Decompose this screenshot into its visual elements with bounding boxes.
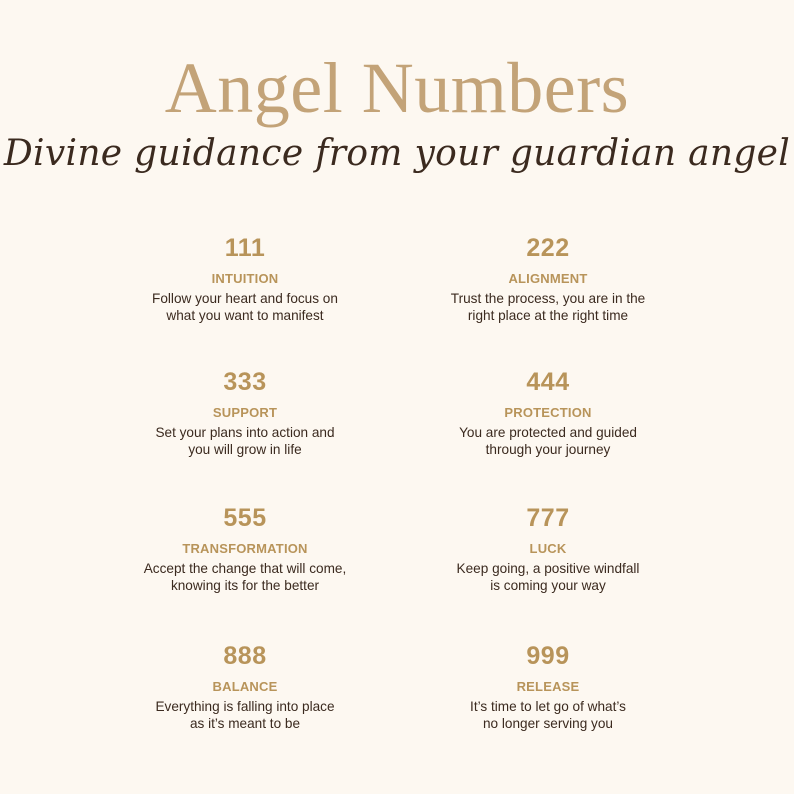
angel-number-description: Accept the change that will come, knowing its for the better — [143, 561, 347, 593]
angel-number-description: You are protected and guided through your journey — [459, 425, 637, 457]
angel-number-meaning: LUCK — [529, 541, 567, 556]
angel-number-description: Everything is falling into place as it’s meant to be — [155, 699, 335, 731]
angel-number: 444 — [526, 368, 570, 396]
angel-number-meaning: SUPPORT — [212, 405, 278, 420]
angel-number: 777 — [526, 504, 570, 532]
angel-number-meaning: TRANSFORMATION — [182, 541, 308, 556]
angel-number-meaning: INTUITION — [211, 271, 279, 286]
angel-number-description: It’s time to let go of what’s no longer serving you — [470, 699, 626, 731]
angel-number-description: Trust the process, you are in the right place at the right time — [450, 291, 646, 323]
angel-number: 333 — [223, 368, 267, 396]
angel-number-description: Keep going, a positive windfall is coming your way — [456, 561, 640, 593]
angel-number-description: Set your plans into action and you will grow in life — [155, 425, 335, 457]
angel-number-card-333 — [85, 367, 405, 458]
angel-number-card-444 — [388, 367, 708, 458]
angel-number: 111 — [224, 234, 266, 262]
angel-number-meaning: ALIGNMENT — [508, 271, 588, 286]
angel-number-card-222 — [388, 233, 708, 324]
angel-number-card-555 — [85, 503, 405, 594]
page-title: Angel Numbers — [164, 48, 630, 128]
angel-number-card-999 — [388, 641, 708, 732]
angel-number: 888 — [223, 642, 267, 670]
angel-number-card-888 — [85, 641, 405, 732]
angel-number-description: Follow your heart and focus on what you want to manifest — [152, 291, 338, 323]
angel-number-card-111 — [85, 233, 405, 324]
angel-number: 555 — [223, 504, 267, 532]
angel-number: 222 — [526, 234, 570, 262]
angel-number-meaning: PROTECTION — [504, 405, 592, 420]
angel-number: 999 — [526, 642, 570, 670]
angel-number-meaning: RELEASE — [516, 679, 580, 694]
angel-number-card-777 — [388, 503, 708, 594]
angel-number-meaning: BALANCE — [212, 679, 278, 694]
page-subtitle: Divine guidance from your guardian angel — [3, 133, 791, 174]
